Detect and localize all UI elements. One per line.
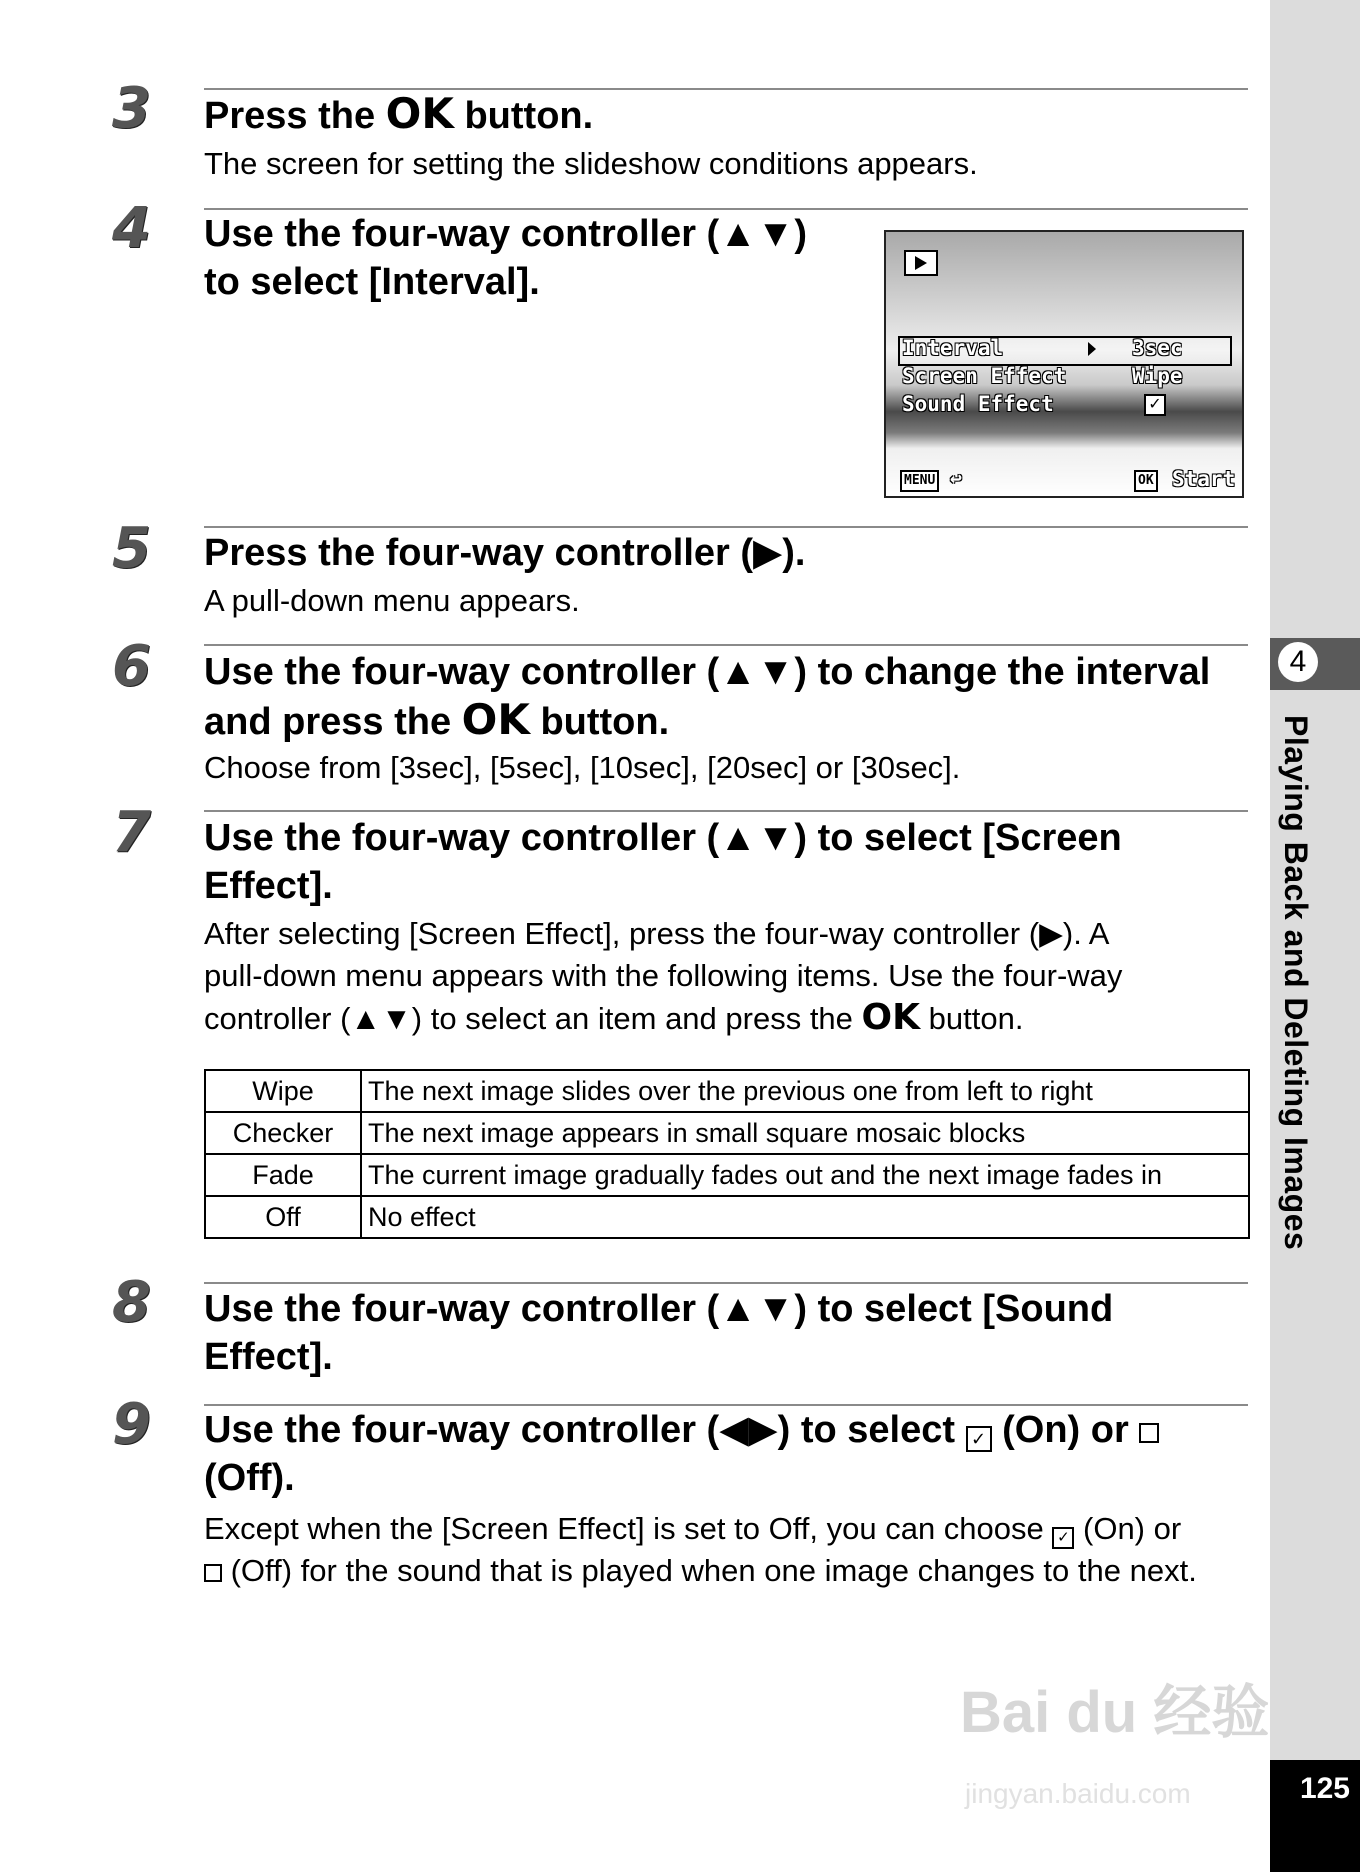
menu-button-icon: MENU: [900, 470, 939, 492]
step-number-7: 7: [112, 800, 151, 865]
chapter-title: Playing Back and Deleting Images: [1278, 715, 1314, 1251]
table-row: [205, 1196, 1249, 1238]
ok-button-label: OK: [861, 997, 921, 1038]
cam-row-interval-label: Interval: [902, 336, 1004, 360]
chapter-number: 4: [1278, 642, 1318, 682]
table-row: [205, 1112, 1249, 1154]
checkbox-on-icon: ✓: [1052, 1527, 1074, 1549]
step-9-heading: Use the four-way controller (◀▶) to select ✓ (On) or (Off).: [204, 1406, 1159, 1502]
step-8-heading: Use the four-way controller (▲▼) to select [Sound Effect].: [204, 1288, 1114, 1378]
step-number-5: 5: [112, 516, 151, 581]
step-divider: [204, 644, 1248, 646]
cam-row-screen-effect-label: Screen Effect: [902, 364, 1067, 388]
baidu-watermark: Bai du 经验: [960, 1680, 1270, 1745]
step-number-9: 9: [112, 1392, 151, 1457]
step-7-heading: Use the four-way controller (▲▼) to select [Screen Effect].: [204, 817, 1122, 907]
step-7-body: After selecting [Screen Effect], press the four-way controller (▶). A pull-down menu appears with the following items. Use the four-way controller (▲▼) to select an item and press the OK button.: [204, 916, 1123, 1038]
page-number: 125: [1299, 1772, 1350, 1805]
effect-description: No effect: [361, 1196, 1249, 1238]
camera-screen-illustration: [884, 230, 1244, 498]
step-9-body: Except when the [Screen Effect] is set to Off, you can choose ✓ (On) or (Off) for the sound that is played when one image changes to the next.: [204, 1511, 1197, 1588]
step-6-heading: Use the four-way controller (▲▼) to change the interval and press the OK button.: [204, 651, 1211, 744]
step-5-heading: Press the four-way controller (▶).: [204, 532, 806, 574]
right-arrow-icon: [1088, 342, 1096, 356]
step-number-8: 8: [112, 1270, 151, 1335]
step-number-6: 6: [112, 634, 151, 699]
start-label: Start: [1172, 467, 1236, 491]
effect-name: Fade: [205, 1154, 361, 1196]
step-6-body: Choose from [3sec], [5sec], [10sec], [20sec] or [30sec].: [204, 750, 961, 785]
screen-effect-table: [204, 1069, 1250, 1239]
effect-name: Checker: [205, 1112, 361, 1154]
step-divider: [204, 1282, 1248, 1284]
cam-bottom-bar: [886, 464, 1242, 496]
effect-name: Off: [205, 1196, 361, 1238]
effect-description: The current image gradually fades out and the next image fades in: [361, 1154, 1249, 1196]
step-divider: [204, 810, 1248, 812]
step-number-3: 3: [112, 76, 151, 141]
playback-icon: [904, 250, 938, 276]
checkbox-on-icon: ✓: [1144, 394, 1166, 416]
cam-row-sound-effect-label: Sound Effect: [902, 392, 1054, 416]
checkbox-off-icon: [1139, 1423, 1159, 1443]
back-arrow-icon: ↩: [950, 466, 963, 490]
ok-button-label: OK: [461, 695, 530, 744]
ok-button-icon: OK: [1134, 470, 1158, 492]
step-3-heading: Press the OK button.: [204, 89, 594, 138]
step-5-body: A pull-down menu appears.: [204, 583, 580, 618]
step-4-heading: Use the four-way controller (▲▼) to select [Interval].: [204, 213, 808, 303]
step-number-4: 4: [112, 196, 151, 261]
step-3-body: The screen for setting the slideshow conditions appears.: [204, 146, 978, 181]
cam-row-interval-value: 3sec: [1132, 336, 1183, 360]
ok-button-label: OK: [385, 89, 454, 138]
cam-row-screen-effect-value: Wipe: [1132, 364, 1183, 388]
effect-description: The next image slides over the previous one from left to right: [361, 1070, 1249, 1112]
effect-description: The next image appears in small square mosaic blocks: [361, 1112, 1249, 1154]
effect-name: Wipe: [205, 1070, 361, 1112]
table-row: [205, 1070, 1249, 1112]
step-divider: [204, 526, 1248, 528]
checkbox-on-icon: ✓: [966, 1426, 992, 1452]
checkbox-off-icon: [204, 1564, 222, 1582]
baidu-watermark-url: jingyan.baidu.com: [965, 1778, 1191, 1809]
table-row: [205, 1154, 1249, 1196]
